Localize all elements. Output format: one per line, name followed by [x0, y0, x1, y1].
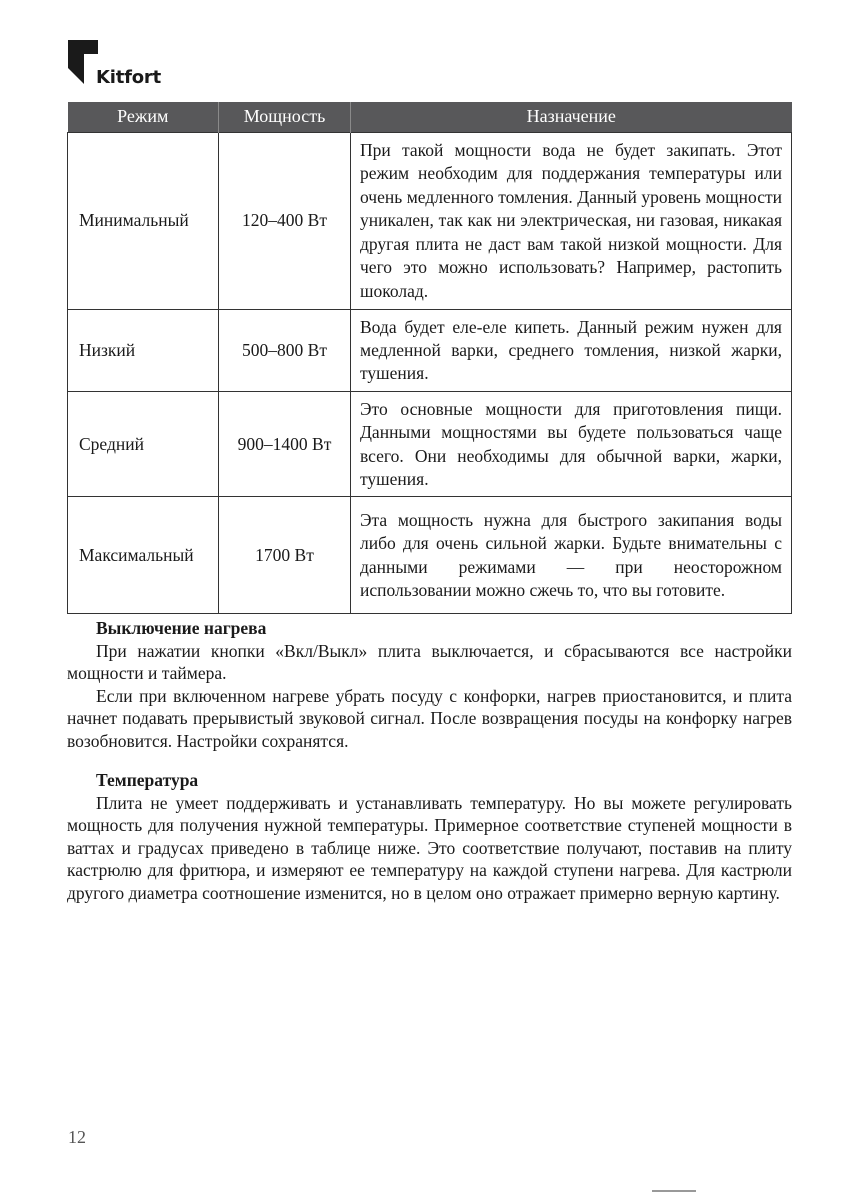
page-number: 12 [68, 1127, 86, 1147]
paragraph: Если при включенном нагреве убрать посуду с конфорки, нагрев приостановится, и плита начнет подавать прерывистый звуковой сигнал. После возвращения посуды на конфорку нагрев возобновится. Настройки сохранятся. [67, 685, 792, 751]
purpose-cell: Эта мощность нужна для быстрого закипания воды либо для очень сильной жарки. Будьте внимательны с данными режимами — при неосторожном использовании можно сжечь то, что вы готовите. [351, 497, 792, 614]
table-row [68, 309, 792, 391]
power-cell: 500–800 Вт [219, 309, 351, 391]
paragraph: При нажатии кнопки «Вкл/Выкл» плита выключается, и сбрасываются все настройки мощности и таймера. [67, 640, 792, 684]
heating-off-section [67, 617, 792, 753]
purpose-cell: Вода будет еле-еле кипеть. Данный режим нужен для медленной варки, среднего томления, низкой жарки, тушения. [351, 309, 792, 391]
purpose-cell: При такой мощности вода не будет закипать. Этот режим необходим для поддержания температуры или очень медленного томления. Данный уровень мощности уникален, так как ни электрическая, ни газовая, никакая другая плита не даст вам такой низкой мощности. Для чего это можно использовать? Например, растопить шоколад. [351, 132, 792, 309]
mode-cell: Максимальный [68, 497, 219, 614]
bottom-rule [652, 1190, 696, 1192]
mode-cell: Низкий [68, 309, 219, 391]
power-modes-table [67, 102, 792, 614]
header-mode: Режим [68, 102, 219, 132]
table-row [68, 132, 792, 309]
power-cell: 120–400 Вт [219, 132, 351, 309]
table-row [68, 497, 792, 614]
header-power: Мощность [219, 102, 351, 132]
power-cell: 1700 Вт [219, 497, 351, 614]
table-header-row [68, 102, 792, 132]
mode-cell: Средний [68, 391, 219, 497]
brand-logo [68, 40, 168, 90]
header-purpose: Назначение [351, 102, 792, 132]
power-cell: 900–1400 Вт [219, 391, 351, 497]
brand-name: Kitfort [96, 67, 162, 88]
paragraph: Плита не умеет поддерживать и устанавливать температуру. Но вы можете регулировать мощность для получения нужной температуры. Примерное соответствие ступеней мощности в ваттах и градусах приведено в таблице ниже. Это соответствие получают, поставив на плиту кастрюлю для фритюра, и измеряют ее температуру на каждой ступени нагрева. Для кастрюли другого диаметра соотношение изменится, но в целом оно отражает примерно верную картину. [67, 792, 792, 903]
mode-cell: Минимальный [68, 132, 219, 309]
purpose-cell: Это основные мощности для приготовления пищи. Данными мощностями вы будете пользоваться чаще всего. Они необходимы для обычной варки, жарки, тушения. [351, 391, 792, 497]
section-heading: Выключение нагрева [96, 618, 267, 638]
section-heading: Температура [96, 770, 199, 790]
table-row [68, 391, 792, 497]
temperature-section [67, 769, 792, 905]
